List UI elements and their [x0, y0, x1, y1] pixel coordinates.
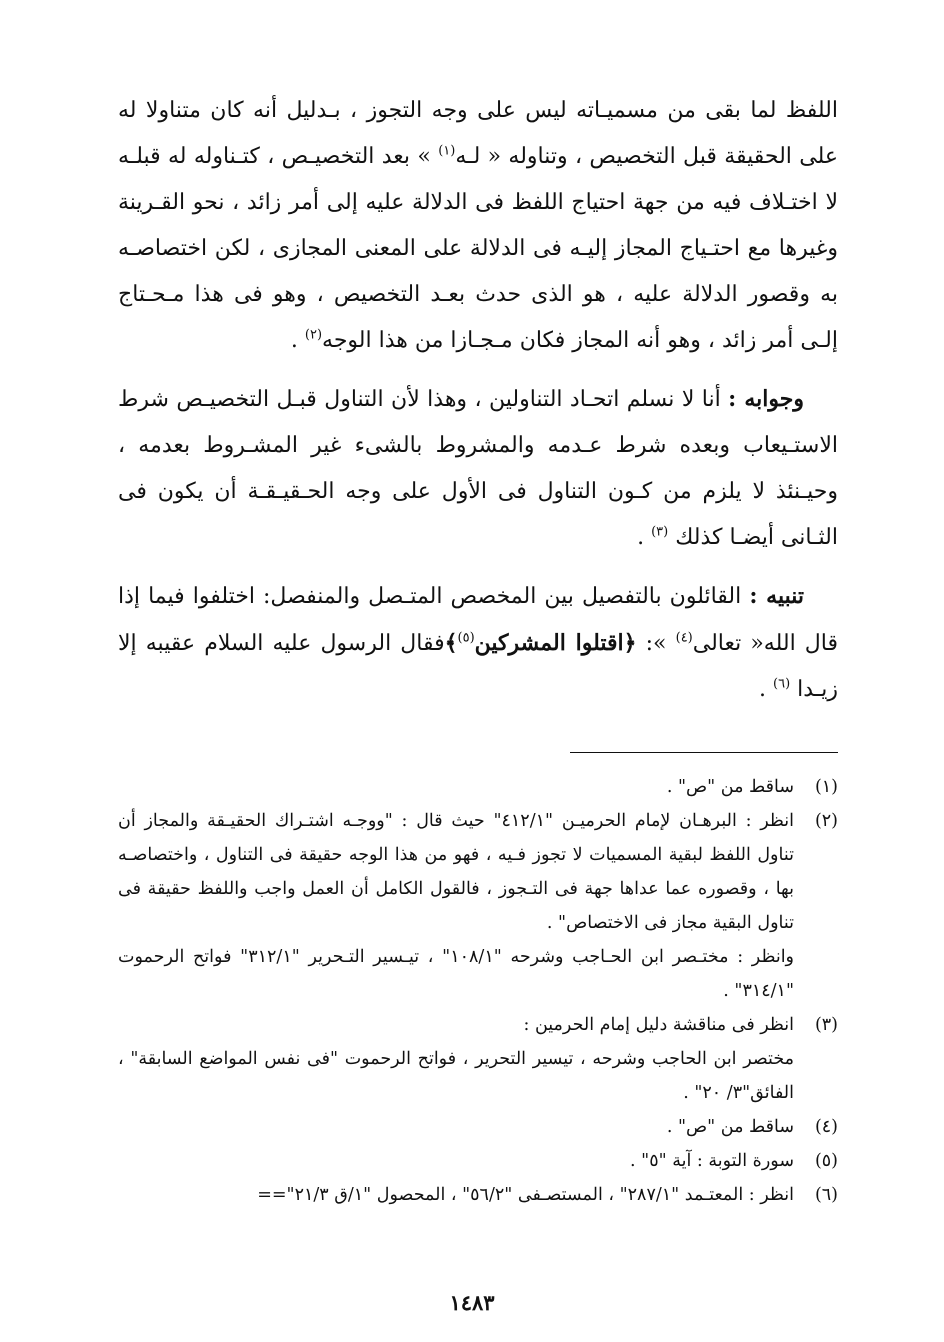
- footnote-number: (٥): [814, 1151, 838, 1171]
- paragraph-1-end: .: [290, 328, 305, 353]
- paragraph-2: [118, 376, 838, 561]
- footnote-ref-5: (٥): [457, 630, 475, 646]
- paragraph-1-text: اللفظ لما بقى من مسميـاته ليس على وجه التجوز ، بـدليل أنه كان متناولا له على الحقيقة قبل التخصيص ، وتناوله « لـه: [118, 98, 839, 169]
- footnote-4: [118, 1110, 838, 1144]
- footnote-2: [118, 804, 838, 1008]
- paragraph-2-end: .: [637, 525, 652, 550]
- footnote-text: ساقط من "ص" .: [666, 777, 794, 797]
- footnote-body: [118, 1008, 794, 1110]
- footnote-ref-6: (٦): [773, 676, 791, 692]
- footnote-number: (٦): [814, 1185, 838, 1205]
- footnote-ref-3: (٣): [651, 524, 669, 540]
- paragraph-3-text-b: »:: [636, 631, 676, 656]
- footnote-text: انظر فى مناقشة دليل إمام الحرمين :: [523, 1015, 794, 1035]
- paragraph-3-lead: تنبيه :: [749, 583, 804, 609]
- paragraph-2-lead: وجوابه :: [728, 386, 805, 412]
- footnote-text: سورة التوبة : آية "٥" .: [630, 1151, 794, 1171]
- paragraph-1-text-cont: » بعد التخصيـص ، كتـناوله له قبلـه لا اختـلاف فيه من جهة احتياج اللفظ فى الدلالة عليه إلى أمر زائد ، نحو القـرينة وغيرها مع احتـياج المجاز إليـه فى الدلالة على المعنى المجازى ، لكن اختصاصـه به وقصور الدلالة عليه ، هو الذى حدث بعـد التخصيص ، وهو فى هذا مـحـتاج إلـى أمر زائد ، وهو أنه المجاز فكان مـجـازا من هذا الوجه: [118, 144, 838, 353]
- footnote-text: انظر : البرهـان لإمام الحرميـن "٤١٢/١" حيث قال : "ووجـه اشتـراك الحقيـقة والمجاز أن تناول اللفظ لبقية المسميات لا تجوز فـيه ، فهو من هذا الوجه حقيقة فى التناول ، واختصاصـه بها ، وقصوره عما عداها جهة فى التـجوز ، فالقول الكامل أن العمل واجب واللفظ حقيقة فى تناول البقية مجاز فى الاختصاص" .: [118, 811, 794, 933]
- footnote-body: [118, 1110, 794, 1144]
- footnote-text: مختصر ابن الحاجب وشرحه ، تيسير التحرير ، فواتح الرحموت "فى نفس المواضع السابقة" ، الفائق"٣/ ٢٠" .: [118, 1049, 794, 1103]
- main-text: [118, 88, 838, 725]
- quran-verse-close: ﴾: [444, 630, 458, 656]
- footnote-body: [118, 1144, 794, 1178]
- footnote-5: [118, 1144, 838, 1178]
- footnote-ref-1: (١): [438, 143, 456, 159]
- footnote-body: [118, 770, 794, 804]
- footnote-text: انظر : المعتـمد "٢٨٧/١" ، المستصـفى "٥٦/٢" ، المحصول "١/ق ٢١/٣"==: [257, 1185, 794, 1205]
- footnotes: [118, 770, 838, 1212]
- paragraph-2-text: أنا لا نسلم اتحـاد التناولين ، وهذا لأن التناول قبـل التخصيـص شرط الاستـيعاب وبعده شرط عـدمه والمشروط بالشىء غير المشـروط بعدمه ، وحيـنئذ لا يلزم من كـون التناول فى الأول على وجه الحـقيـقـة أن يكون فى الثـانى أيضـا كذلك: [118, 387, 838, 550]
- footnote-body: [118, 1178, 794, 1212]
- paragraph-1: [118, 88, 838, 364]
- footnote-body: [118, 804, 794, 1008]
- footnote-ref-2: (٢): [304, 327, 323, 343]
- footnote-6: [118, 1178, 838, 1212]
- footnote-3: [118, 1008, 838, 1110]
- footnote-text: ساقط من "ص" .: [666, 1117, 794, 1137]
- page-number: ١٤٨٣: [449, 1290, 495, 1315]
- footnote-separator: [570, 752, 838, 753]
- footnote-number: (٣): [814, 1015, 838, 1035]
- quran-verse: ﴿اقتلوا المشركين: [474, 630, 637, 656]
- footnote-1: [118, 770, 838, 804]
- paragraph-3-text: القائلون بالتفصيل بين المخصص المتـصل والمنفصل: اختلفوا فيما إذا قال الله« تعالى: [118, 584, 838, 656]
- footnote-text: وانظر : مختـصر ابن الحـاجب وشرحه "١٠٨/١" ، تيـسير التـحرير "٣١٢/١" فواتح الرحموت "٣١٤/١" .: [118, 947, 795, 1001]
- footnote-number: (٤): [814, 1117, 838, 1137]
- footnote-number: (١): [814, 777, 838, 797]
- paragraph-3: [118, 573, 838, 713]
- paragraph-3-end: .: [759, 677, 773, 702]
- paragraph-3-text-c: فقال الرسول عليه السلام عقيبه إلا زيـدا: [118, 631, 838, 702]
- footnote-number: (٢): [814, 811, 838, 831]
- footnote-ref-4: (٤): [675, 630, 693, 646]
